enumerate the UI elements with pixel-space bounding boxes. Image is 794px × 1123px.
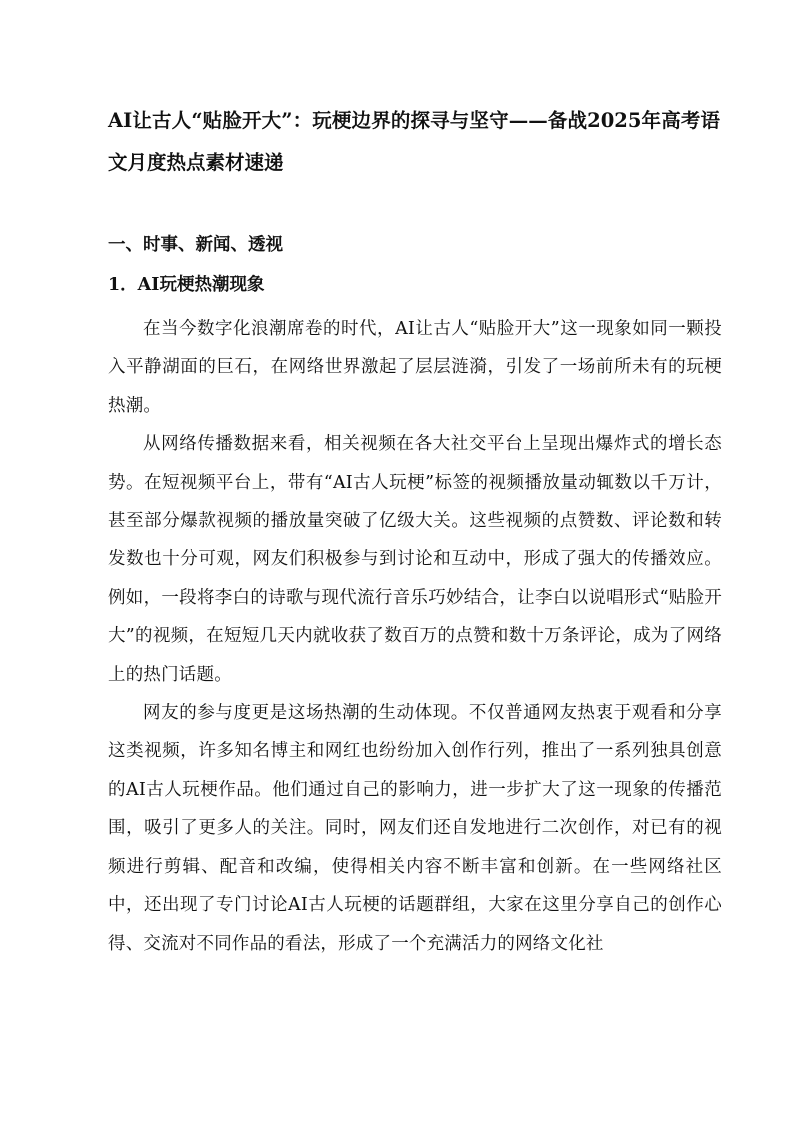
paragraph-3: 网友的参与度更是这场热潮的生动体现。不仅普通网友热衷于观看和分享这类视频，许多知名博主和网红也纷纷加入创作行列，推出了一系列独具创意的AI古人玩梗作品。他们通过自己的影响力，进一步扩大了这一现象的传播范围，吸引了更多人的关注。同时，网友们还自发地进行二次创作，对已有的视频进行剪辑、配音和改编，使得相关内容不断丰富和创新。在一些网络社区中，还出现了专门讨论AI古人玩梗的话题群组，大家在这里分享自己的创作心得、交流对不同作品的看法，形成了一个充满活力的网络文化社 (108, 703, 722, 954)
section-heading: 一、时事、新闻、透视 (108, 235, 283, 255)
document-body (108, 310, 722, 963)
paragraph-2: 从网络传播数据来看，相关视频在各大社交平台上呈现出爆炸式的增长态势。在短视频平台上，带有“AI古人玩梗”标签的视频播放量动辄数以千万计，甚至部分爆款视频的播放量突破了亿级大关。这些视频的点赞数、评论数和转发数也十分可观，网友们积极参与到讨论和互动中，形成了强大的传播效应。例如，一段将李白的诗歌与现代流行音乐巧妙结合，让李白以说唱形式“贴脸开大”的视频，在短短几天内就收获了数百万的点赞和数十万条评论，成为了网络上的热门话题。 (108, 434, 722, 685)
paragraph-1: 在当今数字化浪潮席卷的时代，AI让古人“贴脸开大”这一现象如同一颗投入平静湖面的巨石，在网络世界激起了层层涟漪，引发了一场前所未有的玩梗热潮。 (108, 319, 722, 416)
subsection-heading: 1．AI玩梗热潮现象 (108, 275, 265, 295)
document-title: AI让古人“贴脸开大”：玩梗边界的探寻与坚守——备战2025年高考语文月度热点素材速递 (108, 109, 720, 174)
